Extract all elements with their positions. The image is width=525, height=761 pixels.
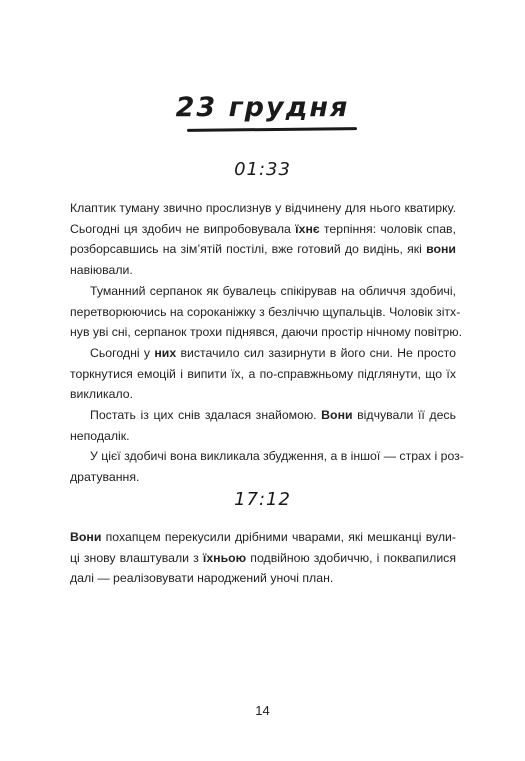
text-line bbox=[70, 302, 461, 323]
text-line bbox=[70, 239, 456, 260]
text-run: дратування. bbox=[70, 470, 140, 485]
emphasized-word: Вони bbox=[321, 408, 353, 423]
text-run: похапцем перекусили дрібними чварами, які мешканці вули- bbox=[101, 530, 456, 544]
section-text bbox=[70, 527, 456, 589]
text-line bbox=[70, 405, 456, 426]
emphasized-word: вони bbox=[426, 242, 456, 257]
text-line bbox=[70, 527, 456, 548]
page-number: 14 bbox=[255, 703, 270, 718]
text-run: викликало. bbox=[70, 387, 134, 402]
text-run: неподалік. bbox=[70, 428, 130, 443]
text-run: Постать із цих снів здалася знайомою. bbox=[90, 408, 322, 423]
text-run: терпіння: чоловік спав, bbox=[319, 221, 456, 236]
section-time-heading: 17:12 bbox=[234, 489, 291, 510]
chapter-title: 23 грудня bbox=[175, 92, 350, 123]
text-run: Клаптик туману звично прослизнув у відчинену для нього кватирку. bbox=[70, 201, 456, 215]
text-line bbox=[70, 384, 456, 405]
text-run: Сьогодні ця здобич не випробовувала bbox=[70, 221, 296, 236]
text-line bbox=[70, 219, 456, 240]
emphasized-word: Вони bbox=[70, 530, 102, 544]
text-run: перетворюючись на сороканіжку з безліччю щупальців. Чоловік зітх- bbox=[70, 304, 461, 319]
text-line bbox=[70, 322, 462, 343]
text-run: розборсавшись на зім’ятій постілі, вже готовий до видінь, які bbox=[70, 242, 427, 257]
text-run: подвійною здобиччю, і поквапилися bbox=[246, 550, 456, 565]
text-line bbox=[70, 568, 456, 589]
text-run: вистачило сил зазирнути в його сни. Не просто bbox=[176, 345, 456, 360]
text-run: Сьогодні у bbox=[90, 345, 155, 360]
text-run: Туманний серпанок як бувалець спікірував на обличчя здобичі, bbox=[90, 283, 456, 298]
text-run: ці знову влаштували з bbox=[70, 550, 203, 565]
text-line bbox=[70, 198, 456, 219]
section-time-heading: 01:33 bbox=[234, 159, 291, 180]
text-line bbox=[70, 467, 456, 488]
section-text bbox=[70, 198, 464, 488]
text-line bbox=[70, 446, 464, 467]
text-run: торкнутися емоцій і випити їх, а по-справжньому підглянути, що їх bbox=[70, 366, 456, 381]
text-line bbox=[70, 426, 456, 447]
title-underline bbox=[187, 127, 357, 132]
text-run: У цієї здобичі вона викликала збудження, а в іншої — страх і роз- bbox=[90, 449, 464, 464]
text-run: відчували її десь bbox=[352, 408, 456, 423]
text-line bbox=[70, 281, 456, 302]
text-line bbox=[70, 343, 456, 364]
text-run: нув уві сні, серпанок трохи піднявся, даючи простір нічному повітрю. bbox=[70, 325, 462, 340]
text-run: навіювали. bbox=[70, 263, 133, 278]
text-run: далі — реалізовувати народжений уночі план. bbox=[70, 571, 334, 586]
text-line bbox=[70, 548, 456, 569]
text-line bbox=[70, 260, 456, 281]
emphasized-word: їхнє bbox=[295, 221, 320, 236]
emphasized-word: їхньою bbox=[202, 550, 247, 565]
text-line bbox=[70, 364, 456, 385]
emphasized-word: них bbox=[154, 345, 177, 360]
